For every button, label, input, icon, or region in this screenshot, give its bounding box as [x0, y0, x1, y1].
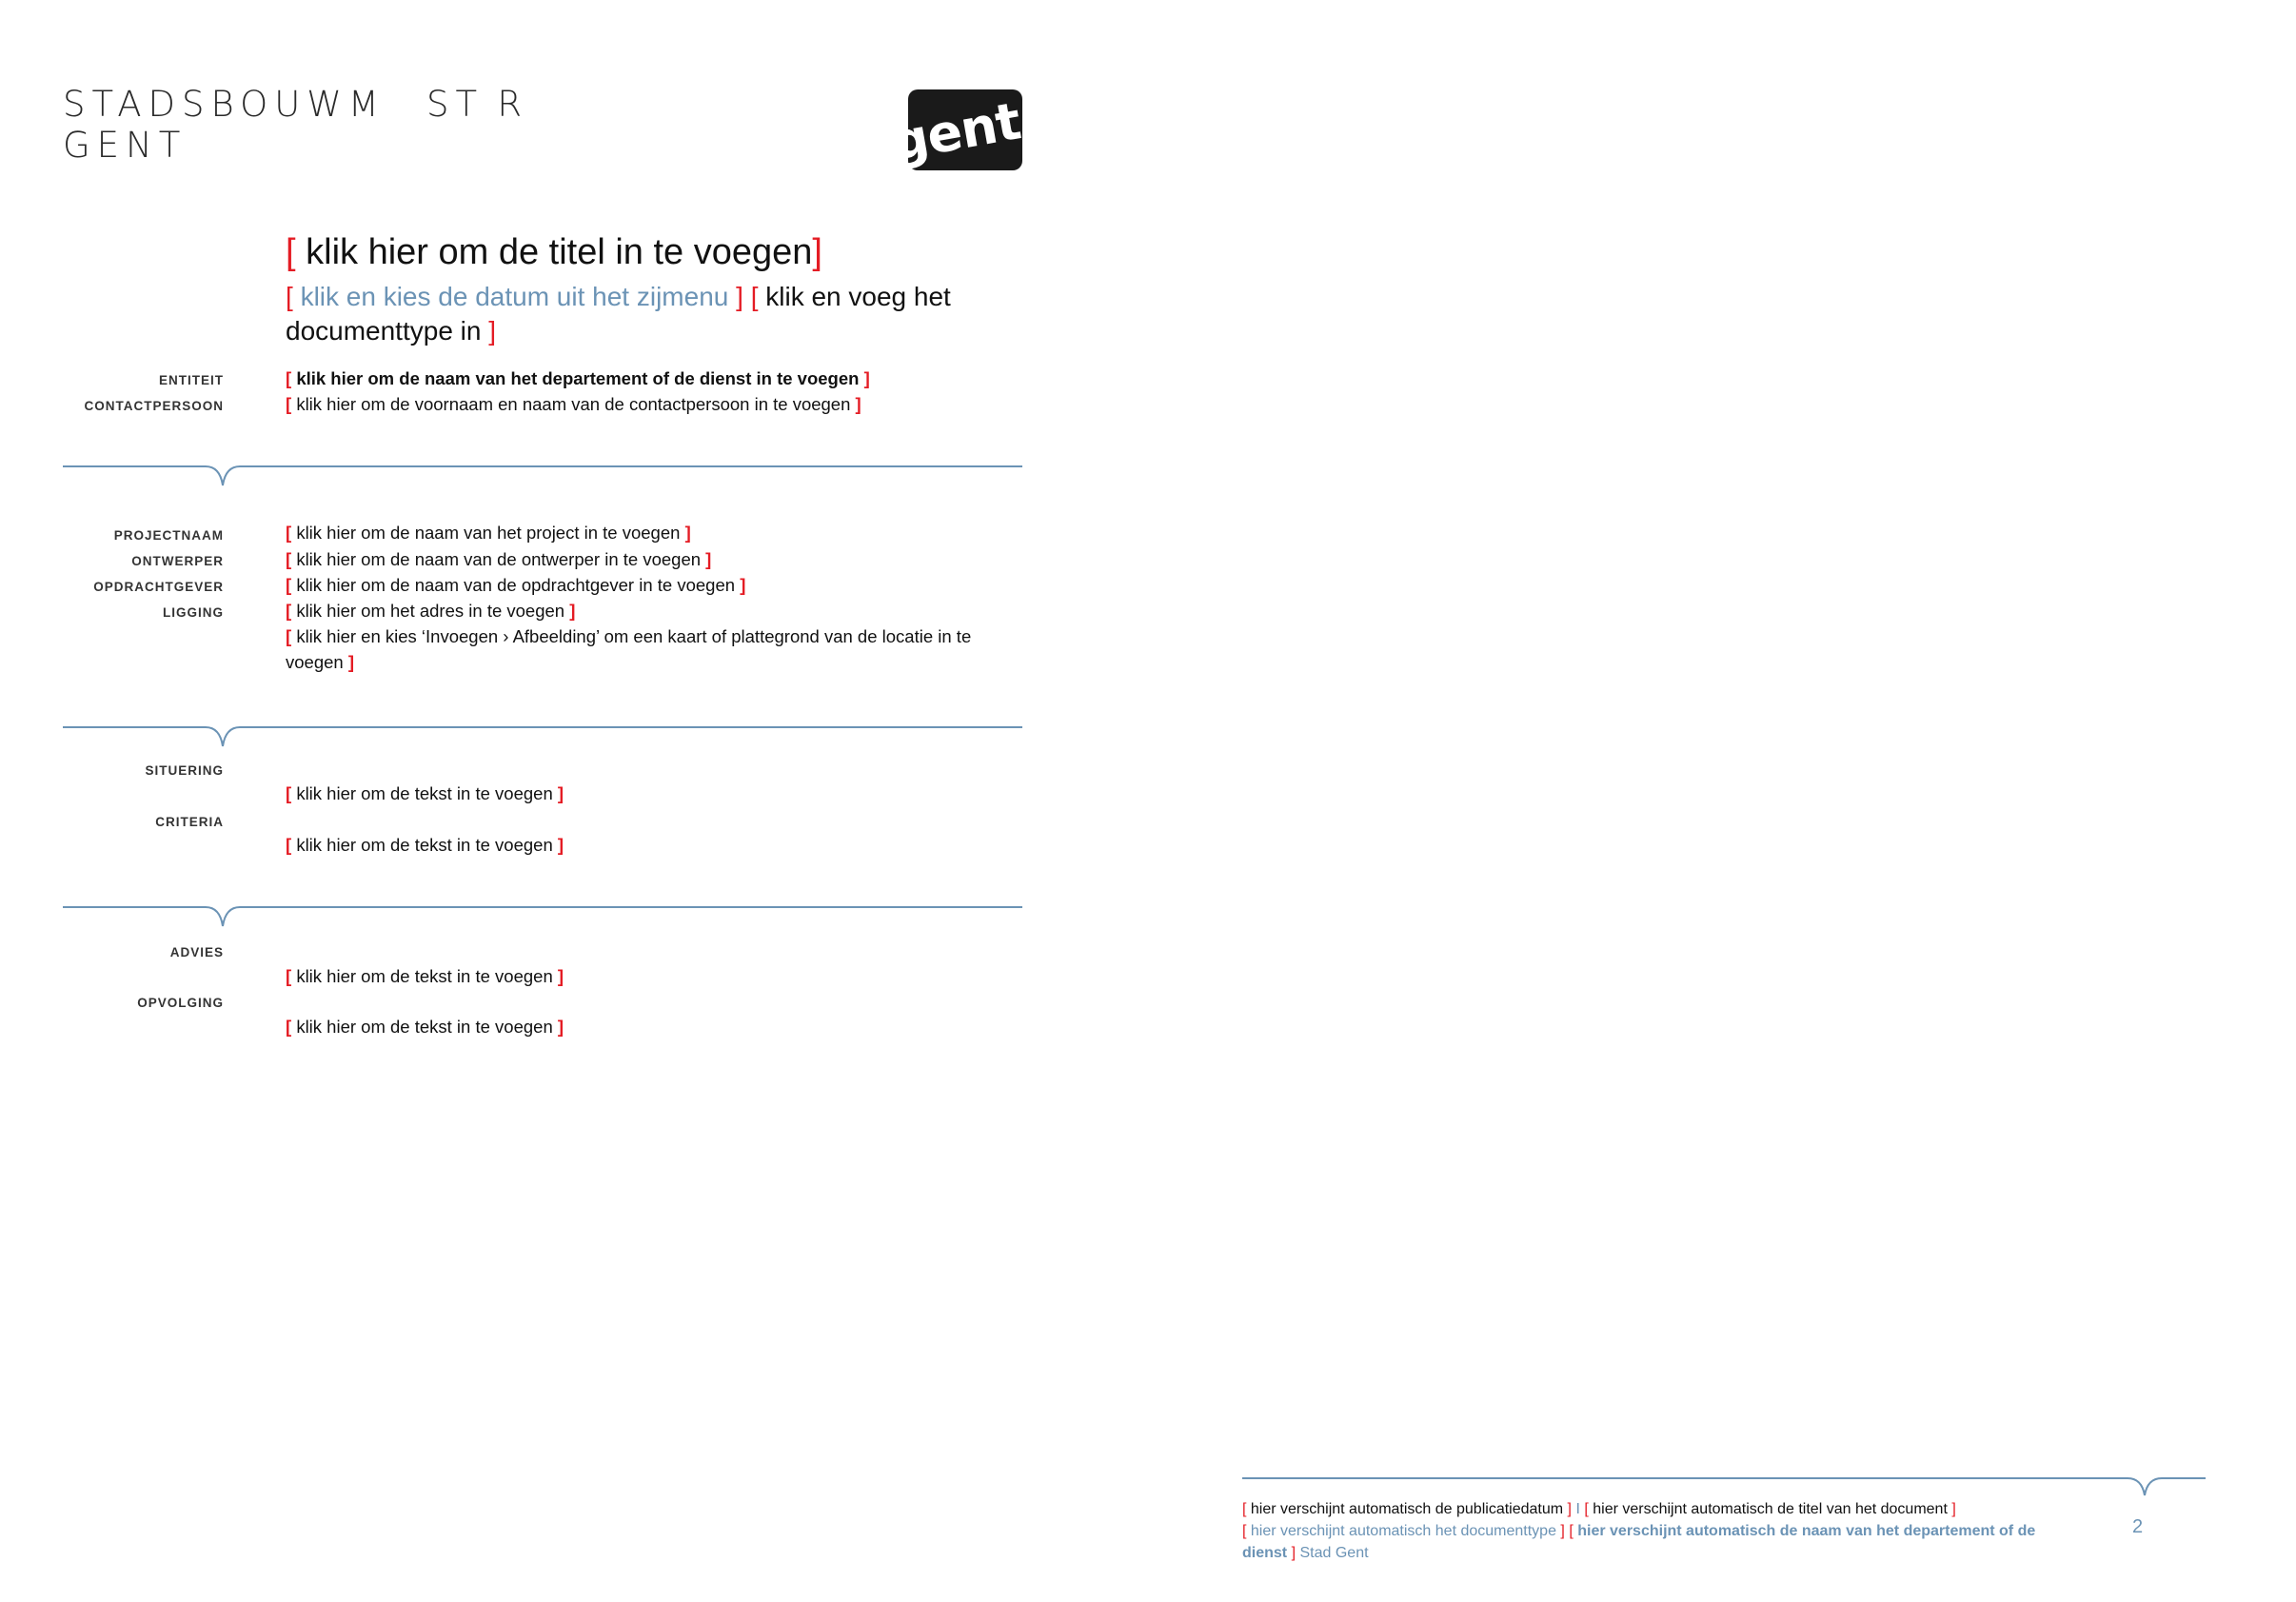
- field-criteria[interactable]: [286, 832, 564, 858]
- bracket-close: ]: [569, 601, 576, 621]
- field-opvolging[interactable]: [286, 1014, 564, 1039]
- footer-org: Stad Gent: [1299, 1545, 1369, 1561]
- label-projectnaam: PROJECTNAAM: [113, 528, 224, 543]
- footer-pubdate: hier verschijnt automatisch de publicatiedatum: [1250, 1501, 1564, 1517]
- bracket-close: ]: [1560, 1523, 1565, 1539]
- footer-line1: [1242, 1498, 2061, 1520]
- logo-wordmark-line2: GENT: [63, 125, 188, 166]
- field-advies[interactable]: [286, 963, 564, 989]
- bracket-close: ]: [863, 368, 870, 388]
- bracket-close: ]: [488, 316, 497, 346]
- label-opvolging: OPVOLGING: [137, 996, 224, 1010]
- bracket-open: [: [1242, 1523, 1247, 1539]
- bracket-open: [: [286, 232, 296, 272]
- field-entiteit[interactable]: [286, 366, 870, 391]
- bracket-open: [: [286, 835, 292, 855]
- label-contactpersoon: CONTACTPERSOON: [84, 399, 224, 413]
- criteria-value: klik hier om de tekst in te voegen: [296, 835, 553, 855]
- footer-text: [1242, 1498, 2061, 1564]
- bracket-close: ]: [557, 1017, 564, 1037]
- bracket-close: ]: [1567, 1501, 1572, 1517]
- field-opdrachtgever[interactable]: [286, 572, 745, 598]
- bracket-open: [: [286, 626, 292, 646]
- bracket-open: [: [750, 282, 759, 311]
- ligging-value: klik hier om het adres in te voegen: [296, 601, 565, 621]
- label-situering: SITUERING: [145, 763, 224, 778]
- bracket-open: [: [286, 549, 292, 569]
- bracket-open: [: [286, 523, 292, 543]
- bracket-close: ]: [1291, 1545, 1296, 1561]
- footer-department: hier verschijnt automatisch de naam van het departement of de dienst: [1242, 1523, 2036, 1561]
- gent-logo-text: gent:: [886, 87, 1044, 173]
- footer-doctype: hier verschijnt automatisch het documenttype: [1250, 1523, 1556, 1539]
- opvolging-value: klik hier om de tekst in te voegen: [296, 1017, 553, 1037]
- bracket-open: [: [286, 575, 292, 595]
- opdrachtgever-value: klik hier om de naam van de opdrachtgever in te voegen: [296, 575, 736, 595]
- section-divider: [63, 457, 1024, 491]
- situering-value: klik hier om de tekst in te voegen: [296, 783, 553, 803]
- bracket-close: ]: [557, 966, 564, 986]
- bracket-open: [: [286, 966, 292, 986]
- bracket-close: ]: [684, 523, 691, 543]
- field-contactpersoon[interactable]: [286, 391, 861, 417]
- label-criteria: CRITERIA: [155, 815, 224, 829]
- label-entiteit: ENTITEIT: [159, 373, 224, 387]
- page-number: 2: [2132, 1516, 2144, 1537]
- bracket-close: ]: [1951, 1501, 1956, 1517]
- bracket-open: [: [286, 282, 293, 311]
- map-placeholder-text: klik hier en kies ‘Invoegen › Afbeelding’ om een kaart of plattegrond van de locatie in te voegen: [286, 626, 972, 672]
- title-placeholder: klik hier om de titel in te voegen: [306, 232, 813, 272]
- bracket-close: ]: [347, 652, 355, 672]
- field-ontwerper[interactable]: [286, 546, 711, 572]
- label-ontwerper: ONTWERPER: [131, 554, 224, 568]
- document-title[interactable]: [286, 232, 822, 273]
- contactpersoon-value: klik hier om de voornaam en naam van de contactpersoon in te voegen: [296, 394, 851, 414]
- bracket-close: ]: [557, 835, 564, 855]
- bracket-open: [: [1584, 1501, 1589, 1517]
- section-divider: [63, 898, 1024, 932]
- footer-line2: [1242, 1520, 2061, 1564]
- projectnaam-value: klik hier om de naam van het project in te voegen: [296, 523, 681, 543]
- ontwerper-value: klik hier om de naam van de ontwerper in te voegen: [296, 549, 702, 569]
- entiteit-value: klik hier om de naam van het departement of de dienst in te voegen: [296, 368, 860, 388]
- field-situering[interactable]: [286, 781, 564, 806]
- logo-wordmark-line1: STADSBOUWM ST R: [63, 84, 529, 125]
- bracket-open: [: [286, 394, 292, 414]
- bracket-open: [: [286, 1017, 292, 1037]
- bracket-open: [: [286, 368, 292, 388]
- bracket-open: [: [1242, 1501, 1247, 1517]
- bracket-close: ]: [740, 575, 746, 595]
- field-projectnaam[interactable]: [286, 520, 691, 545]
- footer-doc-title: hier verschijnt automatisch de titel van het document: [1593, 1501, 1948, 1517]
- bracket-close: ]: [812, 232, 822, 272]
- bracket-open: [: [1569, 1523, 1574, 1539]
- bracket-open: [: [286, 783, 292, 803]
- label-ligging: LIGGING: [163, 605, 224, 620]
- field-map-placeholder[interactable]: [286, 623, 1019, 675]
- field-ligging[interactable]: [286, 598, 575, 623]
- gent-logo-badge: [886, 87, 1044, 173]
- bracket-open: [: [286, 601, 292, 621]
- date-placeholder[interactable]: klik en kies de datum uit het zijmenu: [300, 282, 729, 311]
- bracket-close: ]: [855, 394, 861, 414]
- bracket-close: ]: [705, 549, 712, 569]
- advies-value: klik hier om de tekst in te voegen: [296, 966, 553, 986]
- label-advies: ADVIES: [169, 945, 224, 959]
- label-opdrachtgever: OPDRACHTGEVER: [93, 580, 224, 594]
- document-subtitle[interactable]: [286, 280, 971, 348]
- bracket-close: ]: [736, 282, 743, 311]
- footer-separator: I: [1575, 1501, 1580, 1517]
- bracket-close: ]: [557, 783, 564, 803]
- doctype-placeholder[interactable]: klik en voeg het documenttype in: [286, 282, 951, 346]
- section-divider: [63, 718, 1024, 752]
